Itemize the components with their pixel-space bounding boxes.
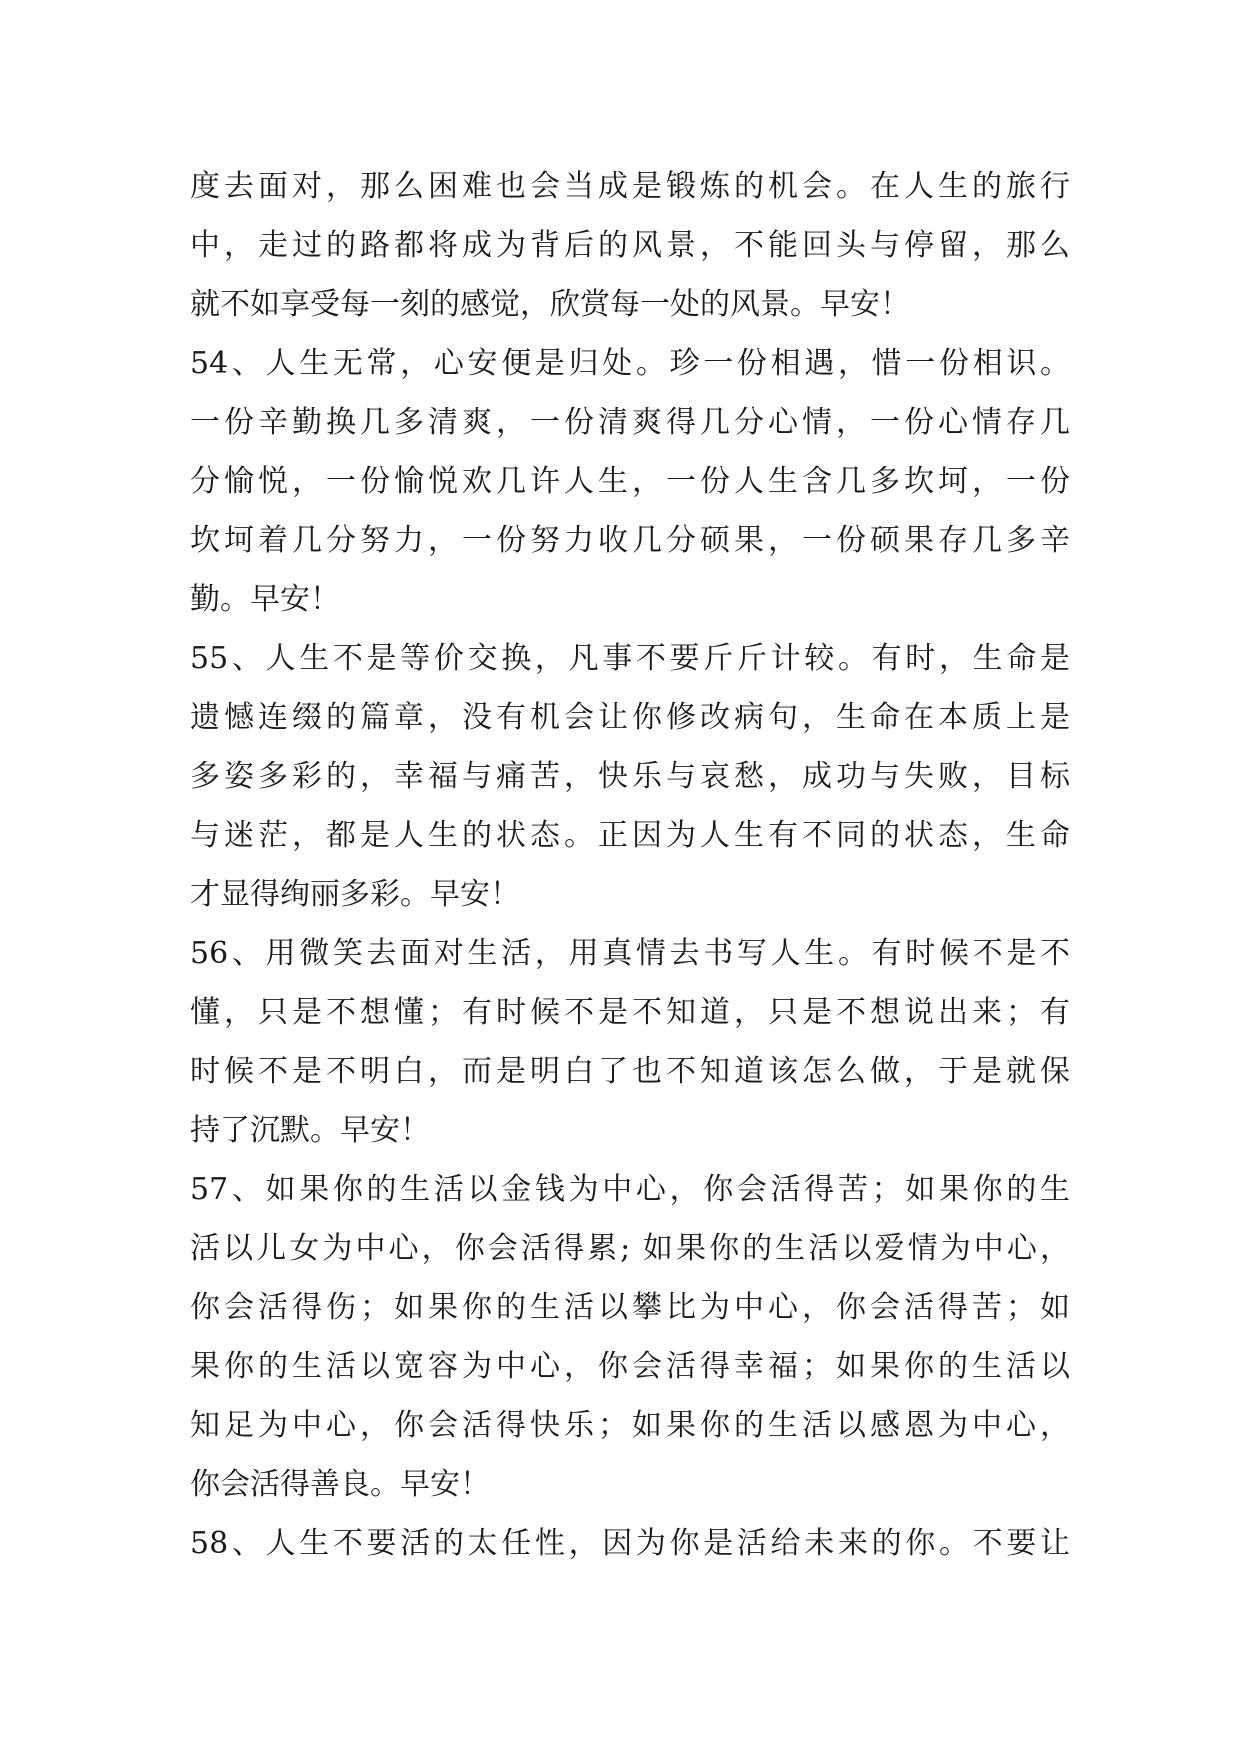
text-line: 勤。早安！ bbox=[190, 582, 340, 617]
text-line: 才显得绚丽多彩。早安！ bbox=[190, 877, 520, 912]
text-line: 57、如果你的生活以金钱为中心，你会活得苦；如果你的生 bbox=[190, 1172, 1070, 1207]
text-line: 时候不是不明白，而是明白了也不知道该怎么做，于是就保 bbox=[190, 1054, 1070, 1089]
text-line: 一份辛勤换几多清爽，一份清爽得几分心情，一份心情存几 bbox=[190, 405, 1070, 440]
text-line: 懂，只是不想懂；有时候不是不知道，只是不想说出来；有 bbox=[190, 995, 1070, 1030]
text-line: 活以儿女为中心，你会活得累; 如果你的生活以爱情为中心， bbox=[190, 1231, 1070, 1266]
text-line: 56、用微笑去面对生活，用真情去书写人生。有时候不是不 bbox=[190, 936, 1070, 971]
text-line: 遗憾连缀的篇章，没有机会让你修改病句，生命在本质上是 bbox=[190, 700, 1070, 735]
paragraph-54 bbox=[190, 334, 1070, 629]
text-line: 知足为中心，你会活得快乐；如果你的生活以感恩为中心， bbox=[190, 1408, 1070, 1443]
text-line: 就不如享受每一刻的感觉，欣赏每一处的风景。早安！ bbox=[190, 287, 910, 322]
text-line: 度去面对，那么困难也会当成是锻炼的机会。在人生的旅行 bbox=[190, 169, 1070, 204]
text-line: 54、人生无常，心安便是归处。珍一份相遇，惜一份相识。 bbox=[190, 346, 1070, 381]
text-line: 多姿多彩的，幸福与痛苦，快乐与哀愁，成功与失败，目标 bbox=[190, 759, 1070, 794]
text-line: 中，走过的路都将成为背后的风景，不能回头与停留，那么 bbox=[190, 228, 1070, 263]
text-line: 果你的生活以宽容为中心，你会活得幸福；如果你的生活以 bbox=[190, 1349, 1070, 1384]
paragraph-55 bbox=[190, 629, 1070, 924]
text-line: 分愉悦，一份愉悦欢几许人生，一份人生含几多坎坷，一份 bbox=[190, 464, 1070, 499]
paragraph-57 bbox=[190, 1160, 1070, 1514]
text-line: 你会活得伤；如果你的生活以攀比为中心，你会活得苦；如 bbox=[190, 1290, 1070, 1325]
text-line: 你会活得善良。早安！ bbox=[190, 1467, 490, 1502]
text-line: 58、人生不要活的太任性，因为你是活给未来的你。不要让 bbox=[190, 1526, 1070, 1561]
text-line: 55、人生不是等价交换，凡事不要斤斤计较。有时，生命是 bbox=[190, 641, 1070, 676]
document-body bbox=[190, 157, 1070, 1573]
paragraph-56 bbox=[190, 924, 1070, 1160]
text-line: 持了沉默。早安！ bbox=[190, 1113, 430, 1148]
text-line: 与迷茫，都是人生的状态。正因为人生有不同的状态，生命 bbox=[190, 818, 1070, 853]
text-line: 坎坷着几分努力，一份努力收几分硕果，一份硕果存几多辛 bbox=[190, 523, 1070, 558]
paragraph-53-continuation bbox=[190, 157, 1070, 334]
paragraph-58 bbox=[190, 1514, 1070, 1573]
